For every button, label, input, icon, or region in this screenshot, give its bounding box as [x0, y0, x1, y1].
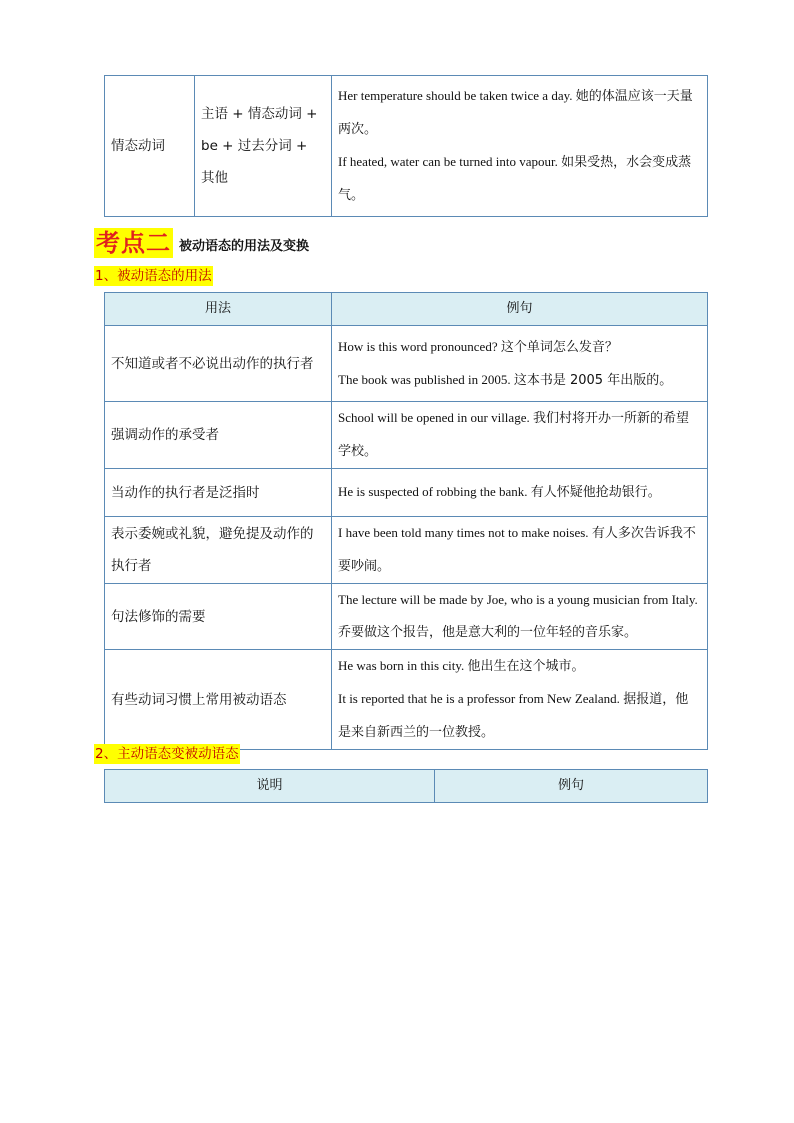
table-row — [105, 469, 708, 517]
row-label: 情态动词 — [105, 76, 195, 217]
modal-verb-table — [104, 75, 708, 217]
usage-cell: 不知道或者不必说出动作的执行者 — [105, 326, 332, 402]
section-badge: 考点二 — [96, 228, 171, 257]
passive-usage-table — [104, 292, 708, 750]
structure-cell: 主语 + 情态动词 + be + 过去分词 + 其他 — [195, 76, 332, 217]
subsection-heading-2: 2、主动语态变被动语态 — [95, 746, 239, 762]
example-cell: How is this word pronounced? 这个单词怎么发音？ The book was published in 2005. 这本书是 2005 年出版的。 — [332, 326, 708, 402]
table-row — [105, 326, 708, 402]
table-header-row — [105, 293, 708, 326]
header-desc: 说明 — [105, 770, 435, 803]
example-cell: I have been told many times not to make noises. 有人多次告诉我不要吵闹。 — [332, 517, 708, 584]
example-cell: School will be opened in our village. 我们村将开办一所新的希望学校。 — [332, 402, 708, 469]
usage-cell: 有些动词习惯上常用被动语态 — [105, 650, 332, 750]
example-cell: The lecture will be made by Joe, who is a young musician from Italy. 乔要做这个报告，他是意大利的一位年轻的音乐家。 — [332, 584, 708, 650]
header-example: 例句 — [435, 770, 708, 803]
table-row — [105, 402, 708, 469]
usage-cell: 强调动作的承受者 — [105, 402, 332, 469]
header-example: 例句 — [332, 293, 708, 326]
example-line: Her temperature should be taken twice a day. 她的体温应该一天量两次。 — [338, 88, 693, 137]
usage-cell: 句法修饰的需要 — [105, 584, 332, 650]
section-title — [94, 224, 309, 258]
table-row — [105, 76, 708, 217]
active-to-passive-table — [104, 769, 708, 803]
section-heading: 被动语态的用法及变换 — [179, 239, 310, 254]
example-line: If heated, water can be turned into vapour. 如果受热，水会变成蒸气。 — [338, 154, 692, 203]
table-row — [105, 584, 708, 650]
table-row — [105, 517, 708, 584]
usage-cell: 当动作的执行者是泛指时 — [105, 469, 332, 517]
table-header-row — [105, 770, 708, 803]
usage-cell: 表示委婉或礼貌，避免提及动作的执行者 — [105, 517, 332, 584]
example-cell — [332, 76, 708, 217]
example-cell: He is suspected of robbing the bank. 有人怀疑他抢劫银行。 — [332, 469, 708, 517]
subsection-heading-1: 1、被动语态的用法 — [95, 268, 212, 284]
header-usage: 用法 — [105, 293, 332, 326]
example-cell: He was born in this city. 他出生在这个城市。 It is reported that he is a professor from New Zealand. 据报道，他是来自新西兰的一位教授。 — [332, 650, 708, 750]
table-row — [105, 650, 708, 750]
